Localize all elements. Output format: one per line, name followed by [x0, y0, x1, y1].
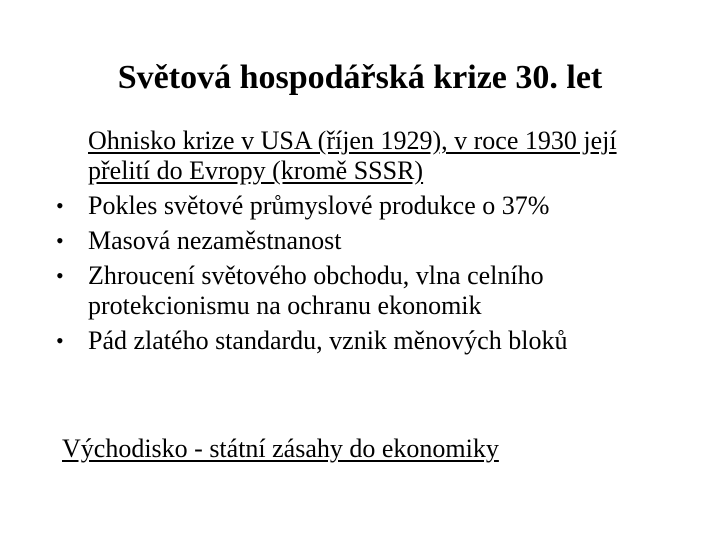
conclusion-text: Východisko - státní zásahy do ekonomiky	[62, 434, 499, 463]
list-item	[0, 191, 648, 221]
slide-title: Světová hospodářská krize 30. let	[117, 59, 603, 96]
item-text: Ohnisko krize v USA (říjen 1929), v roce 1930 její přelití do Evropy (kromě SSSR)	[88, 126, 617, 185]
list-item	[0, 126, 648, 186]
bullet-icon: •	[56, 228, 64, 253]
bullet-icon: •	[56, 193, 64, 218]
list-item	[0, 226, 648, 256]
item-text: Pád zlatého standardu, vznik měnových bloků	[88, 326, 568, 355]
item-text: Pokles světové průmyslové produkce o 37%	[88, 191, 550, 220]
list-item	[0, 326, 648, 356]
bullet-icon: •	[56, 263, 64, 288]
bullet-icon: •	[56, 328, 64, 353]
list-item	[0, 261, 648, 321]
item-text: Zhroucení světového obchodu, vlna celního protekcionismu na ochranu ekonomik	[88, 261, 544, 320]
bullet-list	[0, 126, 720, 361]
item-text: Masová nezaměstnanost	[88, 226, 342, 255]
